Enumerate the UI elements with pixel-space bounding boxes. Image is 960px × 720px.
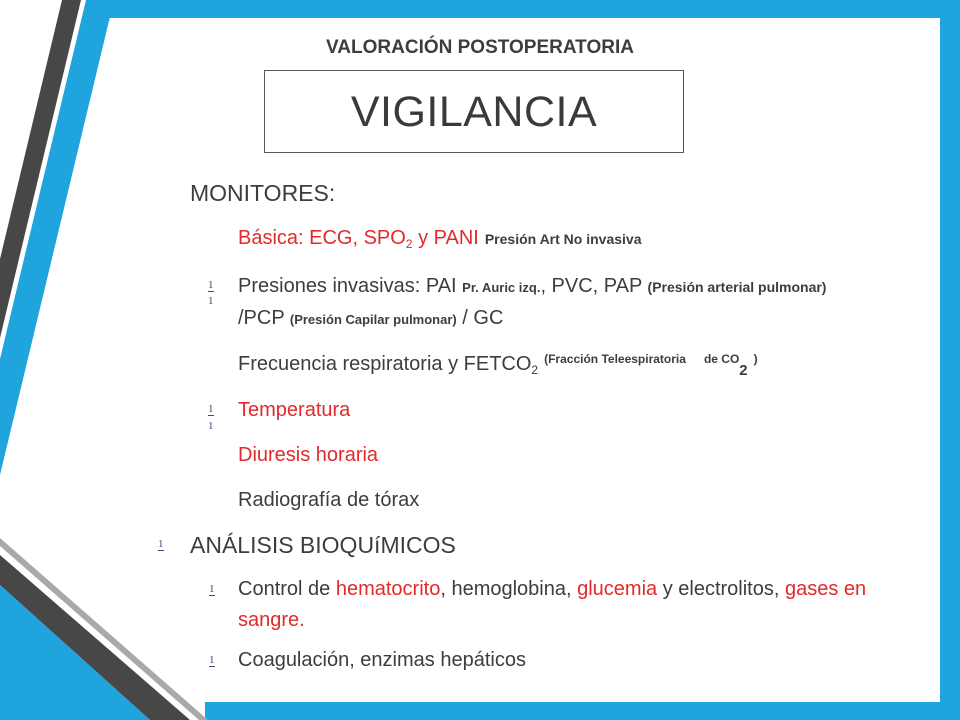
item-coagulacion: Coagulación, enzimas hepáticos <box>238 649 526 671</box>
bullet-marker: 1 <box>209 583 215 595</box>
presiones-note-pai: Pr. Auric izq. <box>462 280 541 295</box>
bullet-marker: 1 <box>208 279 214 291</box>
control-hematocrito: hematocrito <box>335 578 441 600</box>
bullet-marker: 1 <box>158 538 164 550</box>
item-presiones-line2 <box>238 307 503 331</box>
slide-header: VALORACIÓN POSTOPERATORIA <box>326 37 634 58</box>
presiones-note-pap: (Presión arterial pulmonar) <box>647 279 827 295</box>
presiones-text-mid: , PVC, PAP <box>540 275 648 297</box>
item-diuresis: Diuresis horaria <box>238 444 379 466</box>
frame-top-band <box>86 0 960 18</box>
frecuencia-text: Frecuencia respiratoria y FETCO <box>238 353 532 375</box>
control-glucemia: glucemia <box>577 578 658 600</box>
section-heading-monitores: MONITORES: <box>190 180 336 206</box>
frecuencia-note-co: de CO <box>703 352 740 366</box>
presiones-note-pcp: (Presión Capilar pulmonar) <box>289 312 457 327</box>
item-frecuencia <box>238 352 758 379</box>
presiones-pcp: /PCP <box>238 307 290 329</box>
item-presiones-line1 <box>238 275 826 299</box>
frame-right-band <box>940 0 960 720</box>
item-temperatura: Temperatura <box>238 399 351 421</box>
basica-text: Básica: ECG, SPO <box>238 227 406 249</box>
section-heading-analisis: ANÁLISIS BIOQUíMICOS <box>190 532 456 558</box>
item-radiografia: Radiografía de tórax <box>238 489 420 511</box>
control-text: Control de <box>238 578 336 600</box>
item-control-line2: sangre. <box>238 609 305 631</box>
frecuencia-note-close: ) <box>753 352 758 366</box>
title-box <box>264 70 684 153</box>
bullet-marker: 1 <box>208 420 214 432</box>
presiones-gc: / GC <box>456 307 504 329</box>
item-control-line1 <box>238 578 866 600</box>
control-hemoglobina: , hemoglobina, <box>440 578 578 600</box>
item-basica <box>238 227 642 250</box>
control-electrolitos: y electrolitos, <box>657 578 785 600</box>
bullet-marker: 1 <box>208 403 214 415</box>
frame-bottom-band <box>205 702 960 720</box>
frecuencia-note: (Fracción Teleespiratoria <box>544 352 686 366</box>
basica-subscript: 2 <box>405 237 413 251</box>
basica-text-end: y PANI <box>412 227 479 249</box>
bullet-marker: 1 <box>209 654 215 666</box>
bullet-marker: 1 <box>208 295 214 307</box>
presiones-text: Presiones invasivas: PAI <box>238 275 463 297</box>
control-gases: gases en <box>784 578 867 600</box>
frecuencia-subscript: 2 <box>531 363 539 377</box>
frecuencia-note-subscript: 2 <box>739 362 748 379</box>
basica-note: Presión Art No invasiva <box>484 231 642 247</box>
slide-title: VIGILANCIA <box>350 87 598 136</box>
